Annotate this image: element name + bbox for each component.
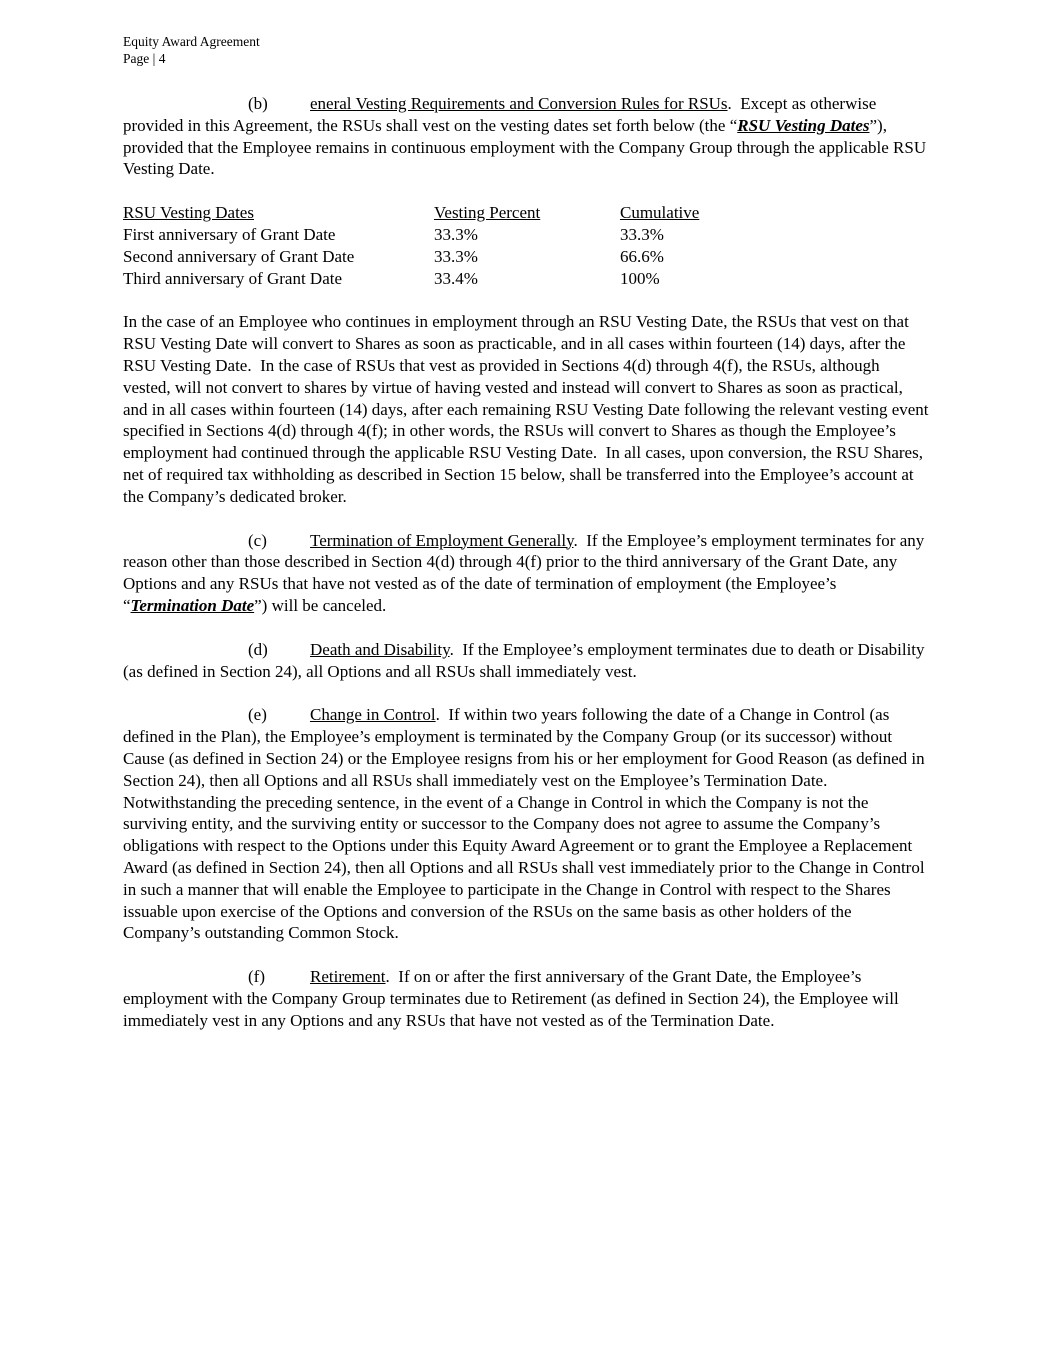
rsu-vesting-table: [123, 202, 780, 289]
defined-term-rsu-vesting-dates: RSU Vesting Dates: [737, 115, 870, 135]
table-cell-cumulative: 100%: [620, 268, 660, 288]
section-e-label: (e): [248, 705, 267, 725]
section-f-label: (f): [248, 967, 265, 987]
conversion-paragraph: In the case of an Employee who continues in employment through an RSU Vesting Date, the RSUs that vest on that RSU Vesting Date will convert to Shares as soon as practicable, and in all cases within fourteen (14) days, after the RSU Vesting Date. In the case of RSUs that vest as provided in Sections 4(d) through 4(f), the RSUs, although vested, will not convert to shares by virtue of having vested and instead will convert to Shares as soon as practical, and in all cases within fourteen (14) days, after each remaining RSU Vesting Date following the relevant vesting event specified in Sections 4(d) through 4(f); in other words, the RSUs will convert to Shares as though the Employee’s employment had continued through the applicable RSU Vesting Date. In all cases, upon conversion, the RSU Shares, net of required tax withholding as described in Section 15 below, shall be transferred into the Employee’s account at the Company’s dedicated broker.: [123, 312, 929, 506]
section-d-label: (d): [248, 639, 268, 659]
section-e-paragraph: [123, 704, 930, 944]
section-e-text-1: . If within two years following the date of a Change in Control (as defined in the Plan), the Employee’s employment is terminated by the Company Group (or its successor) without Cause (as defined in Section 24) or the Employee resigns from his or her employment for Good Reason (as defined in Section 24), then all Options and all RSUs shall immediately vest on the Employee’s Termination Date. Notwithstanding the preceding sentence, in the event of a Change in Control in which the Company is not the surviving entity, and the surviving entity or successor to the Company does not agree to assume the Company’s obligations with respect to the Options under this Equity Award Agreement or to grant the Employee a Replacement Award (as defined in Section 24), then all Options and all RSUs shall vest immediately prior to the Change in Control in such a manner that will enable the Employee to participate in the Change in Control with respect to the Shares issuable upon exercise of the Options and conversion of the RSUs on the same basis as other holders of the Company’s outstanding Common Stock.: [123, 705, 925, 943]
table-header-cumulative-label: Cumulative: [620, 203, 700, 223]
section-b-heading: eneral Vesting Requirements and Conversion Rules for RSUs: [310, 94, 728, 113]
table-cell-vesting-percent: 33.4%: [434, 268, 478, 288]
table-cell-cumulative: 66.6%: [620, 246, 664, 266]
section-d-paragraph: [123, 639, 930, 683]
page-number: Page | 4: [123, 51, 166, 66]
section-b-label: (b): [248, 94, 268, 113]
table-cell-anniversary: Third anniversary of Grant Date: [123, 268, 343, 288]
table-row: [123, 268, 780, 290]
table-cell-vesting-percent: 33.3%: [434, 224, 478, 244]
table-header-vesting-percent-label: Vesting Percent: [434, 203, 541, 223]
section-c-paragraph: [123, 530, 930, 617]
table-header-row: [123, 202, 780, 224]
document-title: Equity Award Agreement: [123, 34, 260, 49]
section-c-text-1: . If the Employee’s employment terminates for any reason other than those described in Section 4(d) through 4(f) prior to the third anniversary of the Grant Date, any Options and any RSUs that have not vested as of the date of termination of employment (the Employee’s “: [123, 530, 925, 615]
defined-term-termination-date: Termination Date: [130, 595, 255, 615]
table-cell-anniversary: First anniversary of Grant Date: [123, 224, 336, 244]
table-row: [123, 224, 780, 246]
table-header-cumulative: [620, 202, 780, 224]
section-b-text-1: . Except as otherwise provided in this Agreement, the RSUs shall vest on the vesting dates set forth below (the “: [123, 94, 877, 135]
table-row: [123, 246, 780, 268]
section-f-text-1: . If on or after the first anniversary of the Grant Date, the Employee’s employment with the Company Group terminates due to Retirement (as defined in Section 24), the Employee will immediately vest in any Options and any RSUs that have not vested as of the Termination Date.: [123, 967, 899, 1030]
section-c-heading: Termination of Employment Generally: [310, 530, 574, 550]
section-c-text-2: ”) will be canceled.: [254, 595, 387, 615]
table-cell-anniversary: Second anniversary of Grant Date: [123, 246, 355, 266]
section-f-heading: Retirement: [310, 967, 386, 987]
table-header-vesting-dates: [123, 202, 434, 224]
section-f-paragraph: [123, 966, 930, 1031]
page-header: [123, 33, 930, 67]
section-c-label: (c): [248, 530, 267, 550]
section-b-text-2: ”), provided that the Employee remains in continuous employment with the Company Group through the applicable RSU Vesting Date.: [123, 115, 927, 179]
section-d-text-1: . If the Employee’s employment terminates due to death or Disability (as defined in Section 24), all Options and all RSUs shall immediately vest.: [123, 639, 925, 681]
table-cell-cumulative: 33.3%: [620, 224, 664, 244]
section-b-paragraph: [123, 93, 930, 180]
table-header-vesting-dates-label: RSU Vesting Dates: [123, 203, 254, 223]
table-header-vesting-percent: [434, 202, 620, 224]
table-cell-vesting-percent: 33.3%: [434, 246, 478, 266]
section-e-heading: Change in Control: [310, 705, 436, 725]
section-d-heading: Death and Disability: [310, 639, 450, 659]
